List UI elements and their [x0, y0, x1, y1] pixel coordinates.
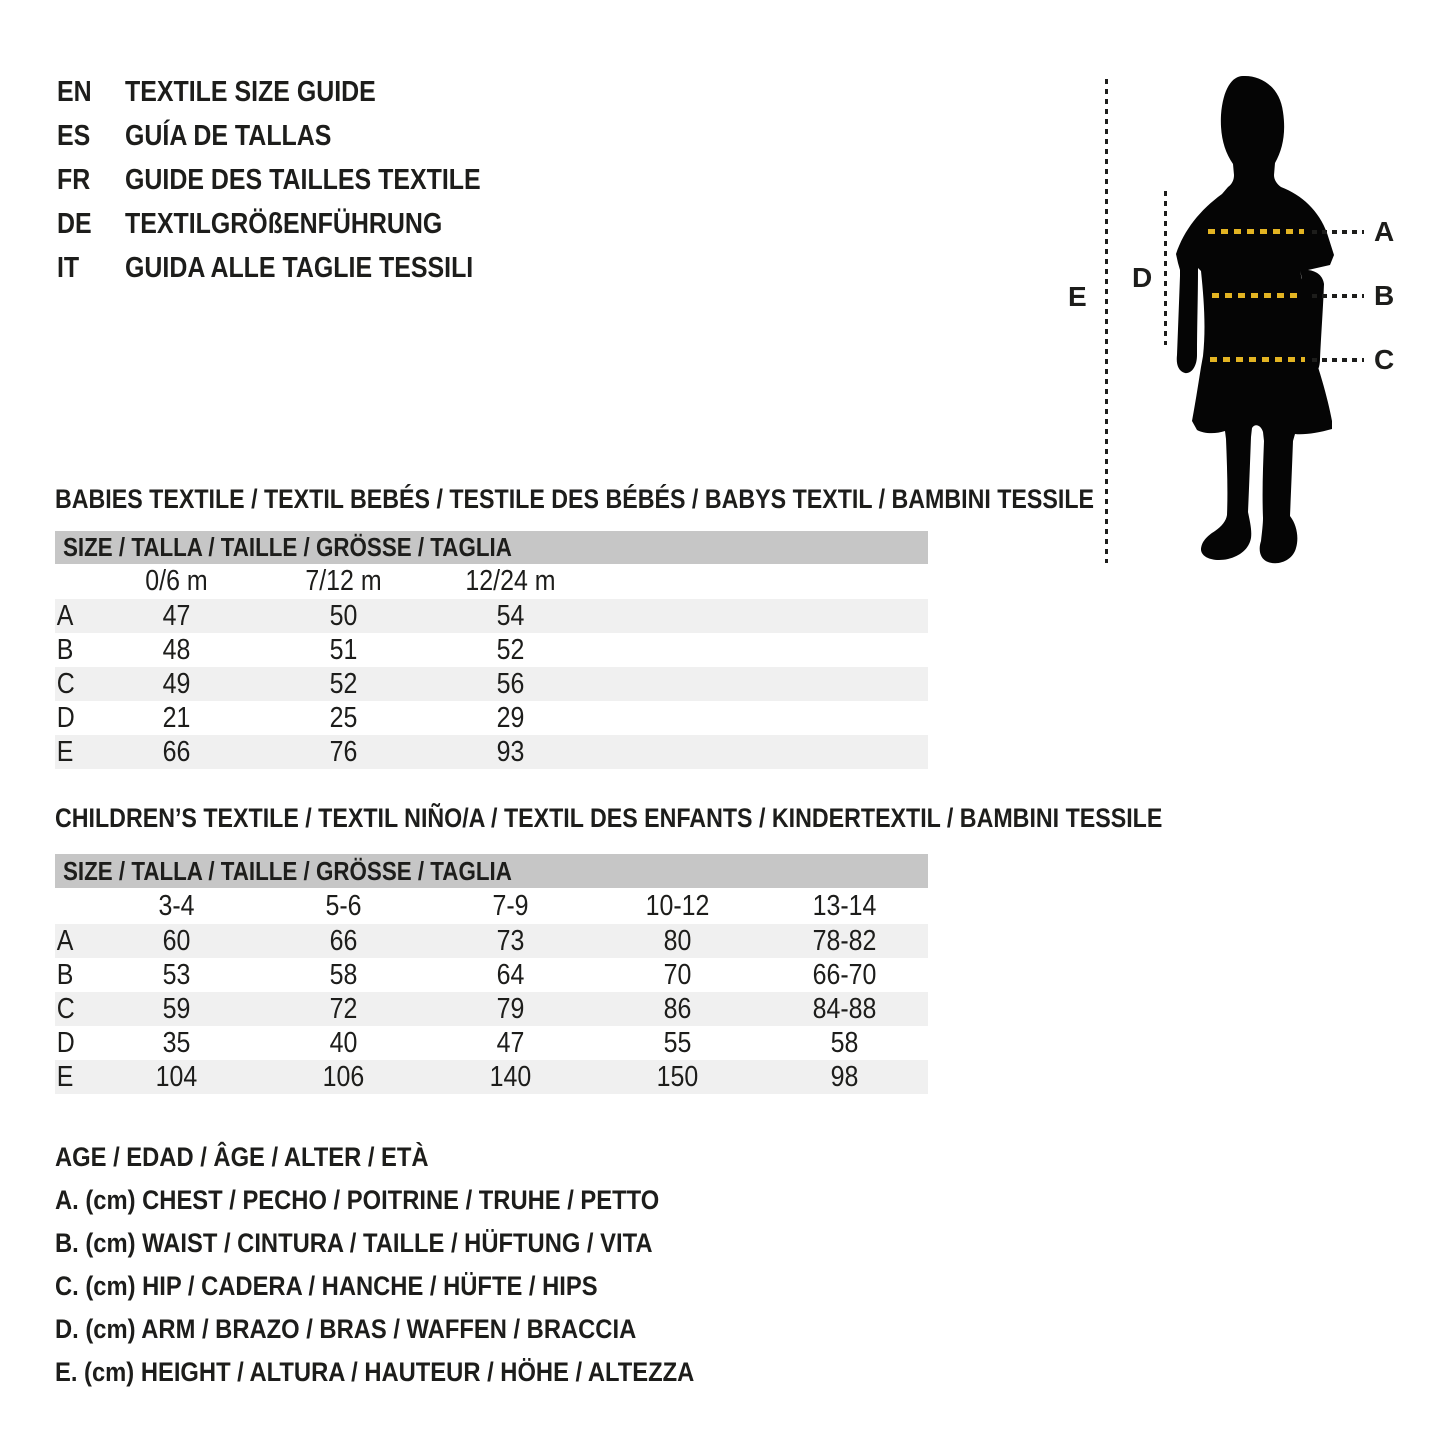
column-header: 13-14 [812, 890, 877, 922]
children-section-title-text: CHILDREN’S TEXTILE / TEXTIL NIÑO/A / TEXTIL DES ENFANTS / KINDERTEXTIL / BAMBINI TESSILE [55, 803, 1163, 833]
language-code-text: IT [57, 252, 80, 284]
table-row [55, 701, 928, 735]
language-code-text: ES [57, 120, 91, 152]
row-label: E [56, 736, 74, 768]
cell: 47 [496, 1027, 525, 1059]
legend-line [55, 1265, 781, 1308]
children-size-table [55, 854, 928, 1094]
cell: 56 [496, 668, 525, 700]
language-row [57, 202, 539, 246]
language-code [57, 246, 125, 290]
language-code-text: EN [57, 76, 92, 108]
table-row [55, 1026, 928, 1060]
language-code [57, 202, 125, 246]
column-header-row [55, 888, 928, 924]
arm-measure-dotted-line-D [1164, 191, 1167, 345]
cell: 52 [329, 668, 358, 700]
legend-height: E. (cm) HEIGHT / ALTURA / HAUTEUR / HÖHE / ALTEZZA [55, 1357, 695, 1387]
legend-hip: C. (cm) HIP / CADERA / HANCHE / HÜFTE / HIPS [55, 1271, 598, 1301]
table-row [55, 667, 928, 701]
size-header-text: SIZE / TALLA / TAILLE / GRÖSSE / TAGLIA [63, 532, 512, 562]
language-code [57, 70, 125, 114]
language-title: GUIDE DES TAILLES TEXTILE [125, 164, 481, 196]
language-title: TEXTILE SIZE GUIDE [125, 76, 376, 108]
cell: 66 [329, 925, 358, 957]
cell: 150 [656, 1061, 699, 1093]
hip-measure-line-black [1312, 358, 1364, 362]
legend-waist: B. (cm) WAIST / CINTURA / TAILLE / HÜFTUNG / VITA [55, 1228, 653, 1258]
legend-line [55, 1222, 781, 1265]
column-header: 5-6 [325, 890, 362, 922]
cell: 59 [162, 993, 191, 1025]
language-row [57, 246, 539, 290]
language-row [57, 70, 539, 114]
cell: 98 [830, 1061, 859, 1093]
cell: 140 [489, 1061, 532, 1093]
cell: 66-70 [812, 959, 877, 991]
table-row [55, 599, 928, 633]
cell: 66 [162, 736, 191, 768]
legend-arm: D. (cm) ARM / BRAZO / BRAS / WAFFEN / BRACCIA [55, 1314, 637, 1344]
cell: 106 [322, 1061, 365, 1093]
cell: 40 [329, 1027, 358, 1059]
waist-measure-line-yellow [1212, 293, 1300, 298]
cell: 73 [496, 925, 525, 957]
column-header-row [55, 564, 928, 599]
measurement-legend [55, 1136, 781, 1394]
figure-label-hip: C [1374, 344, 1395, 375]
cell: 84-88 [812, 993, 877, 1025]
column-header: 10-12 [645, 890, 710, 922]
cell: 50 [329, 600, 358, 632]
column-header: 7/12 m [305, 565, 382, 597]
cell: 104 [155, 1061, 198, 1093]
size-header-bar [55, 854, 928, 888]
table-row [55, 1060, 928, 1094]
language-title: GUÍA DE TALLAS [125, 120, 332, 152]
cell: 60 [162, 925, 191, 957]
cell: 80 [663, 925, 692, 957]
cell: 55 [663, 1027, 692, 1059]
legend-line [55, 1136, 781, 1179]
column-header: 7-9 [492, 890, 529, 922]
language-row [57, 158, 539, 202]
cell: 35 [162, 1027, 191, 1059]
legend-line [55, 1179, 781, 1222]
babies-section-title [55, 484, 1263, 514]
column-header: 0/6 m [145, 565, 208, 597]
cell: 78-82 [812, 925, 877, 957]
babies-size-table [55, 531, 928, 769]
cell: 72 [329, 993, 358, 1025]
cell: 21 [162, 702, 191, 734]
figure-label-waist: B [1374, 280, 1395, 311]
row-label: C [56, 993, 75, 1025]
row-label: C [56, 668, 75, 700]
language-title: GUIDA ALLE TAGLIE TESSILI [125, 252, 474, 284]
figure-label-arm: D [1132, 262, 1153, 293]
language-code [57, 158, 125, 202]
legend-line [55, 1308, 781, 1351]
row-label: D [56, 1027, 75, 1059]
cell: 51 [329, 634, 358, 666]
cell: 79 [496, 993, 525, 1025]
row-label: A [56, 600, 74, 632]
spacer [55, 888, 93, 924]
cell: 54 [496, 600, 525, 632]
cell: 76 [329, 736, 358, 768]
row-label: E [56, 1061, 74, 1093]
cell: 93 [496, 736, 525, 768]
cell: 52 [496, 634, 525, 666]
size-header-bar [55, 531, 928, 564]
language-code-text: FR [57, 164, 91, 196]
row-label: A [56, 925, 74, 957]
column-header: 3-4 [158, 890, 195, 922]
language-header [57, 70, 539, 290]
figure-label-height: E [1068, 281, 1087, 312]
language-code [57, 114, 125, 158]
row-label: D [56, 702, 75, 734]
cell: 86 [663, 993, 692, 1025]
table-row [55, 735, 928, 769]
cell: 48 [162, 634, 191, 666]
cell: 49 [162, 668, 191, 700]
language-row [57, 114, 539, 158]
cell: 58 [830, 1027, 859, 1059]
waist-measure-line-black [1312, 294, 1364, 298]
language-code-text: DE [57, 208, 92, 240]
size-header-text: SIZE / TALLA / TAILLE / GRÖSSE / TAGLIA [63, 856, 512, 886]
row-label: B [56, 959, 74, 991]
babies-section-title-text: BABIES TEXTILE / TEXTIL BEBÉS / TESTILE DES BÉBÉS / BABYS TEXTIL / BAMBINI TESSILE [55, 484, 1095, 514]
column-header: 12/24 m [465, 565, 556, 597]
figure-label-chest: A [1374, 216, 1395, 247]
legend-age: AGE / EDAD / ÂGE / ALTER / ETÀ [55, 1142, 429, 1172]
children-section-title [55, 803, 1343, 833]
table-row [55, 992, 928, 1026]
cell: 29 [496, 702, 525, 734]
chest-measure-line-black [1312, 230, 1364, 234]
legend-line [55, 1351, 781, 1394]
cell: 53 [162, 959, 191, 991]
hip-measure-line-yellow [1210, 357, 1305, 362]
table-row [55, 924, 928, 958]
table-row [55, 633, 928, 667]
spacer [55, 564, 93, 599]
row-label: B [56, 634, 74, 666]
cell: 58 [329, 959, 358, 991]
table-row [55, 958, 928, 992]
cell: 64 [496, 959, 525, 991]
cell: 70 [663, 959, 692, 991]
chest-measure-line-yellow [1208, 229, 1304, 234]
legend-chest: A. (cm) CHEST / PECHO / POITRINE / TRUHE / PETTO [55, 1185, 660, 1215]
language-title: TEXTILGRÖßENFÜHRUNG [125, 208, 443, 240]
cell: 47 [162, 600, 191, 632]
cell: 25 [329, 702, 358, 734]
